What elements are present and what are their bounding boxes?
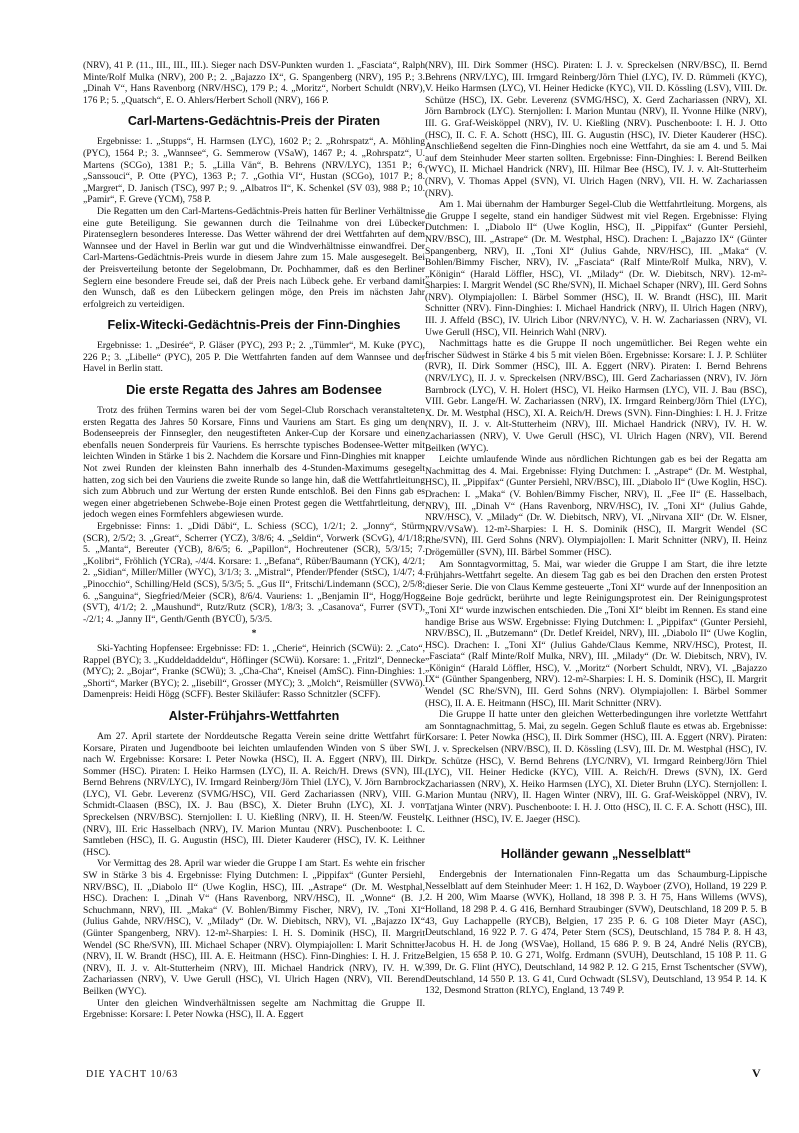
section-separator-star: *: [251, 628, 257, 640]
left-column: [83, 60, 425, 1060]
paragraph-bodensee-results: Ergebnisse: Finns: 1. „Didi Däbi“, L. Schiess (SCC), 1/2/1; 2. „Jonny“, Stürm (SCR), 2/5/2; 3. „Great“, Scherrer (YCZ), 3/8/6; 4. „Seldin“, Vorwerk (SCvG), 4/1/18; 5. „Manta“, Bereuter (YCB), 8/6/5; 6. „Papillon“, Hochreutener (SCR), 5/3/15; 7. „Kolibri“, Fröhlich (YCRa), -/4/4. Korsare: 1. „Befana“, Rüber/Baumann (YCK), 4/2/1; 2. „Sidian“, Miller/Miller (WYC), 3/1/3; 3. „Mistral“, Pfender/Pfender (StSC), 1/4/7; 4. „Pinocchio“, Schilling/Held (SCS), 5/3/5; 5. „Gus II“, Fritschi/Lindemann (SCC), 2/5/8; 6. „Sanguina“, Siegfried/Meier (SCR), 8/6/4. Vauriens: 1. „Benjamin II“, Hogg/Hogg (SVT), 4/1/2; 2. „Maushund“, Rutz/Rutz (SCR), 1/8/3; 3. „Casanova“, Furrer (SVT), -/2/1; 4. „Janny II“, Genth/Genth (BYCÜ), 5/3/5.: [83, 521, 425, 625]
paragraph-bodensee-report: Trotz des frühen Termins waren bei der vom Segel-Club Rorschach veranstalteten ersten Regatta des Jahres 50 Korsare, Finns und Vauriens am Start. Es ging um den Bodenseepreis der Finnsegler, den neugestifteten Anker-Cup der Korsare und einen ebenfalls neuen Sonderpreis für Vauriens. Es herrschte typisches Bodensee-Wetter mit leichten Winden in Stärke 1 bis 2. Nachdem die Korsare und Finn-Dinghies mit knapper Not zwei Runden der kleinsten Bahn innerhalb des 4-Stunden-Maximums gesegelt hatten, zog sich bei den Vauriens die zweite Runde so lange hin, daß die Wettfahrtleitung sich zum Abbruch und zur Wertung der ersten Runde entschloß. Bei den Finns gab es wegen einer abgetriebenen Schwebe-Boje einen Protest gegen die Wettfahrtleitung, der jedoch wegen eines Formfehlers abgewiesen wurde.: [83, 405, 425, 521]
footer-page-number: V: [752, 1066, 761, 1080]
paragraph-carl-martens-report: Die Regatten um den Carl-Martens-Gedächtnis-Preis hatten für Berliner Verhältnisse eine gute Beteiligung. Sie gewannen durch die Teilnahme von drei Lübecker Piratenseglern besonderes Interesse. Das Wetter während der drei Wettfahrten auf dem Wannsee und der Havel in Berlin war gut und die Windverhältnisse einwandfrei. Der Carl-Martens-Gedächtnis-Preis wurde in diesem Jahre zum 15. Male ausgesegelt. Bei der Preisverteilung betonte der Segelobmann, Dr. Pochhammer, daß es den Berliner Seglern eine besondere Freude sei, daß der Preis nach Lübeck gehe. Er verband damit den Wunsch, daß es den Lübeckern gelingen möge, den Preis im nächsten Jahr erfolgreich zu verteidigen.: [83, 205, 425, 310]
spacer: [425, 825, 767, 839]
paragraph-carl-martens-results: Ergebnisse: 1. „Stupps“, H. Harmsen (LYC), 1602 P.; 2. „Rohrspatz“, A. Möhling (PYC), 1564 P.; 3. „Wannsee“, G. Semmerow (VSaW), 1467 P.; 4. „Rohrspatz“, U. Martens (SCGo), 1381 P.; 5. „Lilla Vän“, B. Behrens (NRV/LYC), 1351 P.; 6. „Sanssouci“, P. Otte (PYC), 1363 P.; 7. „Gothia VI“, Hustan (SCGo), 1017 P.; 8. „Margret“, D. Janisch (TSC), 997 P.; 9. „Albatros II“, K. Schenkel (SV 03), 988 P.; 10. „Pamir“, F. Greve (YCM), 758 P.: [83, 136, 425, 206]
heading-alster: Alster-Frühjahrs-Wettfahrten: [168, 708, 340, 723]
heading-bodensee: Die erste Regatta des Jahres am Bodensee: [126, 383, 382, 398]
paragraph-may1-afternoon: Nachmittags hatte es die Gruppe II noch ungemütlicher. Bei Regen wehte ein frischer Südwest in Stärke 4 bis 5 mit vielen Böen. Ergebnisse: Korsare: I. J. P. Schlüter (RVR), II. Dirk Sommer (HSC), III. A. Eggert (NRV). Piraten: I. Bernd Behrens (NRV/LYC), II. J. v. Spreckelsen (NRV/BSC), III. Gerd Zachariassen (NRV), IV. Jörn Barnbrock (LYC), V. H. Holert (HSC), VI. Heiko Harmsen (LYC), VII. J. Bau (BSC), VIII. Gebr. Lange/H. W. Zachariassen (NRV), IX. Irmgard Reinberg/Jörn Thiel (LYC), X. Dr. M. Westphal (HSC), XI. A. Reich/H. Drews (SVN). Finn-Dinghies: I. H. J. Fritze (NRV), II. J. v. Alt-Stutterheim (NRV), III. Michael Handrick (NRV), IV. H. W. Zachariassen (NRV), V. Uwe Gerull (HSC), VI. Ulrich Hagen (NRV), VII. Berend Beilken (WYC).: [425, 338, 767, 454]
right-column: [425, 60, 767, 1060]
paragraph-alster-april28: Vor Vermittag des 28. April war wieder die Gruppe I am Start. Es wehte ein frischer SW in Stärke 3 bis 4. Ergebnisse: Flying Dutchmen: I. „Pippifax“ (Gunter Persiehl, NRV/BSC), II. „Diabolo II“ (Uwe Koglin, HSC), III. „Astrape“ (Dr. M. Westphal, HSC). Drachen: I. „Dinah V“ (Hans Ravenborg, NRV/HSC), II. „Wonne“ (B. J. Schuchmann, NRV), III. „Maka“ (V. Bohlen/Bimmy Fischer, NRV), IV. „Toni XI“ (Julius Gahde, NRV/HSC), V. „Milady“ (Dr. W. Diebitsch, NRV), VI. „Bajazzo IX“ (Günter Spangenberg, NRV). 12-m²-Sharpies: I. H. S. Dominik (HSC), II. Margrit Wendel (SC Rhe/SVN), III. Michael Schaper (NRV). Olympiajollen: I. Marit Schnitter (NRV), II. W. Brandt (HSC), III. A. E. Heitmann (HSC). Finn-Dinghies: I. H. J. Fritze (NRV), II. J. v. Alt-Stutterheim (NRV), III. Michael Handrick (NRV), IV. H. W. Zachariassen (NRV), V. Uwe Gerull (HSC), VI. Ulrich Hagen (NRV), VII. Berend Beilken (WYC).: [83, 858, 425, 997]
heading-nesselblatt: Holländer gewann „Nesselblatt“: [500, 847, 692, 862]
paragraph-alster-group2: Unter den gleichen Windverhältnissen segelte am Nachmittag die Gruppe II. Ergebnisse: Korsare: I. Peter Nowka (HSC), II. A. Eggert: [83, 997, 425, 1021]
paragraph-hopfensee: Ski-Yachting Hopfensee: Ergebnisse: FD: 1. „Cherie“, Heinrich (SCWü): 2. „Cato“, Rappel (BYC); 3. „Kuddeldaddeldu“, Höflinger (SCWü). Korsare: 1. „Fritzl“, Dennecke (MYC); 2. „Bojar“, Franke (SCWü); 3. „Cha-Cha“, Kneisel (AmSC). Finn-Dinghies: 1. „Shorti“, Marker (BYC); 2. „Iisebill“, Grosser (MYC); 3. „Molch“, Reismüller (SVWö). Damenpreis: Heidi Högg (SCFF). Bester Skiläufer: Rasso Schnitzler (SCFF).: [83, 642, 425, 701]
paragraph-may4: Leichte umlaufende Winde aus nördlichen Richtungen gab es bei der Regatta am Nachmittag des 4. Mai. Ergebnisse: Flying Dutchmen: I. „Astrape“ (Dr. M. Westphal, HSC), II. „Pippifax“ (Gunter Persiehl, NRV/BSC), III. „Diabolo II“ (Uwe Koglin, HSC). Drachen: I. „Maka“ (V. Bohlen/Bimmy Fischer, NRV), II. „Fee II“ (E. Hasselbach, NRV), III. „Dinah V“ (Hans Ravenborg, NRV/HSC), IV. „Toni XI“ (Julius Gahde, NRV/HSC), V. „Milady“ (Dr. W. Diebitsch, NRV), VI. „Nirvana XII“ (Dr. W. Elsner, NRV/VSaW). 12-m²-Sharpies: I. H. S. Dominik (HSC), II. Margrit Wendel (SC Rhe/SVN), III. Gerd Sohns (NRV). Olympiajollen: I. Marit Schnitter (NRV), II. Heinz Drögemüller (SVN), III. Bärbel Sommer (HSC).: [425, 454, 767, 558]
paragraph-nesselblatt-results: Endergebnis der Internationalen Finn-Regatta um das Schaumburg-Lippische Nesselblatt auf dem Steinhuder Meer: 1. H 162, D. Wayboer (ZVO), Holland, 19 229 P. 2. H 200, Wim Maarse (WVK), Holland, 18 398 P. 3. H 75, Hans Willems (WVS), Holland, 18 298 P. 4. G 416, Bernhard Straubinger (SVW), Deutschland, 18 209 P. 5. B 43, Guy Lachappelle (RYCB), Belgien, 17 235 P. 6. G 108 Dieter Mayr (ASC), Deutschland, 16 922 P. 7. G 474, Peter Stern (SCS), Deutschland, 15 784 P. 8. H 43, Jacobus H. H. de Jong (WSVae), Holland, 15 686 P. 9. B 24, André Nelis (RYCB), Belgien, 15 658 P. 10. G 271, Wolfg. Erdmann (SVUH), Deutschland, 15 108 P. 11. G 399, Dr. G. Flint (HYC), Deutschland, 14 982 P. 12. G 215, Ernst Tschentscher (SVW), Deutschland, 14 550 P. 13. G 41, Curd Ochwadt (SLSV), Deutschland, 13 954 P. 14. K 132, Desmond Stratton (RLYC), England, 13 749 P.: [425, 869, 767, 997]
intro-paragraph: (NRV), 41 P. (11., III., III., III.). Sieger nach DSV-Punkten wurden 1. „Fasciata“, Ralph Minte/Rolf Mulka (NRV), 200 P.; 2. „Bajazzo IX“, G. Spangenberg (NRV), 195 P.; 3. „Dinah V“, Hans Ravenborg (NRV/HSC), 179 P.; 4. „Moritz“, Norbert Schuldt (NRV), 176 P.; 5. „Quatsch“, E. O. Ahlers/Herbert Scholl (NRV), 166 P.: [83, 60, 425, 106]
paragraph-alster-april27: Am 27. April startete der Norddeutsche Regatta Verein seine dritte Wettfahrt für Korsare, Piraten und Jugendboote bei leichten umlaufenden Winden von S über SW nach W. Ergebnisse: Korsare: I. Peter Nowka (HSC), II. A. Eggert (NRV), III. Dirk Sommer (HSC). Piraten: I. Heiko Harmsen (LYC), II. A. Reich/H. Drews (SVN), III. Bernd Behrens (NRV/LYC), IV. Irmgard Reinberg/Jörn Thiel (LYC), V. Jörn Barnbrock (LYC), VI. Gebr. Leverenz (SVMG/HSC), VII. Gerd Zachariassen (NRV), VIII. G. Schmidt-Claasen (BSC), IX. J. Bau (BSC), X. Dieter Bruhn (LYC), XI. J. von Spreckelsen (NRV/BSC). Sternjollen: I. U. Kießling (NRV), II. H. Steen/W. Feustel (NRV), III. Eric Hasselbach (NRV), IV. Marion Muntau (NRV). Puschenboote: I. C. Samtleben (HSC), II. G. Augustin (HSC), III. Dieter Kauderer (HSC), IV. K. Leithner (HSC).: [83, 730, 425, 858]
heading-carl-martens: Carl-Martens-Gedächtnis-Preis der Piraten: [127, 114, 381, 129]
paragraph-may5-morning: Am Sonntagvormittag, 5. Mai, war wieder die Gruppe I am Start, die ihre letzte Frühjahrs-Wettfahrt segelte. An diesem Tag gab es bei den Drachen den ersten Protest dieser Serie. Die von Claus Kemme gesteuerte „Toni XI“ wurde auf der Innenposition an eine Boje gedrückt, berührte und legte Reinigungsprotest ein. Der Reinigungsprotest „Toni XI“ wurde inzwischen entschieden. Die „Toni XI“ bleibt im Rennen. Es stand eine handige Brise aus WSW. Ergebnisse: Flying Dutchmen: I. „Pippifax“ (Gunter Persiehl, NRV/BSC), II. „Butzemann“ (Dr. Detlef Kreidel, NRV), III. „Diabolo II“ (Uwe Koglin, HSC). Drachen: I. „Toni XI“ (Julius Gahde/Claus Kemme, NRV/HSC), Protest, II. „Fasciata“ (Ralf Minte/Rolf Mulka, NRV), III. „Milady“ (Dr. W. Diebitsch, NRV), IV. „Königin“ (Harald Löffler, HSC), V. „Moritz“ (Norbert Schuldt, NRV), VI. „Bajazzo IX“ (Günther Spangenberg, NRV). 12-m²-Sharpies: I. H. S. Dominik (HSC), II. Margrit Wendel (SC Rhe/SVN), III. Gerd Sohns (NRV). Olympiajollen: I. Bärbel Sommer (HSC), II. A. E. Heitmann (HSC), III. Marit Schnitter (NRV).: [425, 558, 767, 709]
paragraph-may1-morning: Am 1. Mai übernahm der Hamburger Segel-Club die Wettfahrtleitung. Morgens, als die Gruppe I segelte, stand ein handiger Südwest mit viel Regen. Ergebnisse: Flying Dutchmen: I. „Diabolo II“ (Uwe Koglin, HSC), II. „Pippifax“ (Gunter Persiehl, NRV/BSC), III. „Astrape“ (Dr. M. Westphal, HSC). Drachen: I. „Bajazzo IX“ (Günter Spangenberg, NRV), II. „Toni XI“ (Julius Gahde, NRV/HSC), III. „Maka“ (V. Bohlen/Bimmy Fischer, NRV), IV. „Fasciata“ (Ralf Minte/Rolf Mulka, NRV), V. „Königin“ (Harald Löffler, HSC), VI. „Milady“ (Dr. W. Diebitsch, NRV). 12-m²-Sharpies: I. Margrit Wendel (SC Rhe/SVN), II. Michael Schaper (NRV), III. Gerd Sohns (NRV). Olympiajollen: I. Bärbel Sommer (HSC), II. W. Brandt (HSC), III. Marit Schnitter (NRV). Finn-Dinghies: I. Michael Handrick (NRV), II. Ulrich Hagen (NRV), III. J. Affeld (BSC), IV. Ulrich Libor (NRV/NYC), V. H. W. Zachariassen (NRV), VI. Uwe Gerull (HSC), VII. Heinrich Wahl (NRV).: [425, 199, 767, 338]
footer-publication: DIE YACHT 10/63: [86, 1069, 179, 1080]
paragraph-felix-witecki: Ergebnisse: 1. „Desirée“, P. Gläser (PYC), 293 P.; 2. „Tümmler“, M. Kuke (PYC), 226 P.; 3. „Libelle“ (PYC), 205 P. Die Wettfahrten fanden auf dem Wannsee und der Havel in Berlin statt.: [83, 340, 425, 375]
heading-felix-witecki: Felix-Witecki-Gedächtnis-Preis der Finn-Dinghies: [107, 318, 401, 333]
paragraph-may5-afternoon: Die Gruppe II hatte unter den gleichen Wetterbedingungen ihre vorletzte Wettfahrt am Sonntagnachmittag, 5. Mai, zu segeln. Gegen Schluß flaute es etwas ab. Ergebnisse: Korsare: I. Peter Nowka (HSC), II. Dirk Sommer (HSC), III. A. Eggert (NRV). Piraten: I. J. v. Spreckelsen (NRV/BSC), II. D. Kössling (LSV), III. Dr. M. Westphal (HSC), IV. Dr. Schütze (HSC), V. Bernd Behrens (LYC/NRV), VI. Irmgard Reinberg/Jörn Thiel (LYC), VII. Heiner Hedicke (KYC), VIII. A. Reich/H. Drews (SVN), IX. Gerd Zachariassen (NRV), X. Heiko Harmsen (LYC), XI. Dieter Bruhn (LYC). Sternjollen: I. Marion Muntau (NRV), II. Hagen Winter (NRV), III. G. Graf-Weisköppel (NRV), IV. Tatjana Winter (NRV). Puschenboote: I. H. J. Otto (HSC), II. C. F. A. Schott (HSC), III. K. Leithner (HSC), IV. E. Jaeger (HSC).: [425, 709, 767, 825]
paragraph-group2-continued: (NRV), III. Dirk Sommer (HSC). Piraten: I. J. v. Spreckelsen (NRV/BSC), II. Bernd Behrens (NRV/LYC), III. Irmgard Reinberg/Jörn Thiel (LYC), IV. D. Rümmeli (KYC), V. Heiko Harmsen (LYC), VI. Heiner Hedicke (KYC), VII. D. Kössling (LSV), VIII. Dr. Schütze (HSC), IX. Gebr. Leverenz (SVMG/HSC), X. Gerd Zachariassen (NRV), XI. Jörn Barnbrock (LYC). Sternjollen: I. Marion Muntau (NRV), II. Yvonne Hilke (NRV), III. G. Graf-Weisköppel (NRV), IV. U. Kießling (NRV). Puschenboote: I. H. J. Otto (HSC), II. C. F. A. Schott (HSC), III. G. Augustin (HSC), IV. Dieter Kauderer (HSC). Anschließend segelten die Finn-Dinghies noch eine Wettfahrt, da sie am 4. und 5. Mai auf dem Steinhuder Meer starten sollten. Ergebnisse: Finn-Dinghies: I. Berend Beilken (WYC), II. Michael Handrick (NRV), III. Hilmar Bee (HSC), IV. J. v. Alt-Stutterheim (NRV), V. Thomas Appel (SVN), VI. Ulrich Hagen (NRV), VII. H. W. Zachariassen (NRV).: [425, 60, 767, 199]
